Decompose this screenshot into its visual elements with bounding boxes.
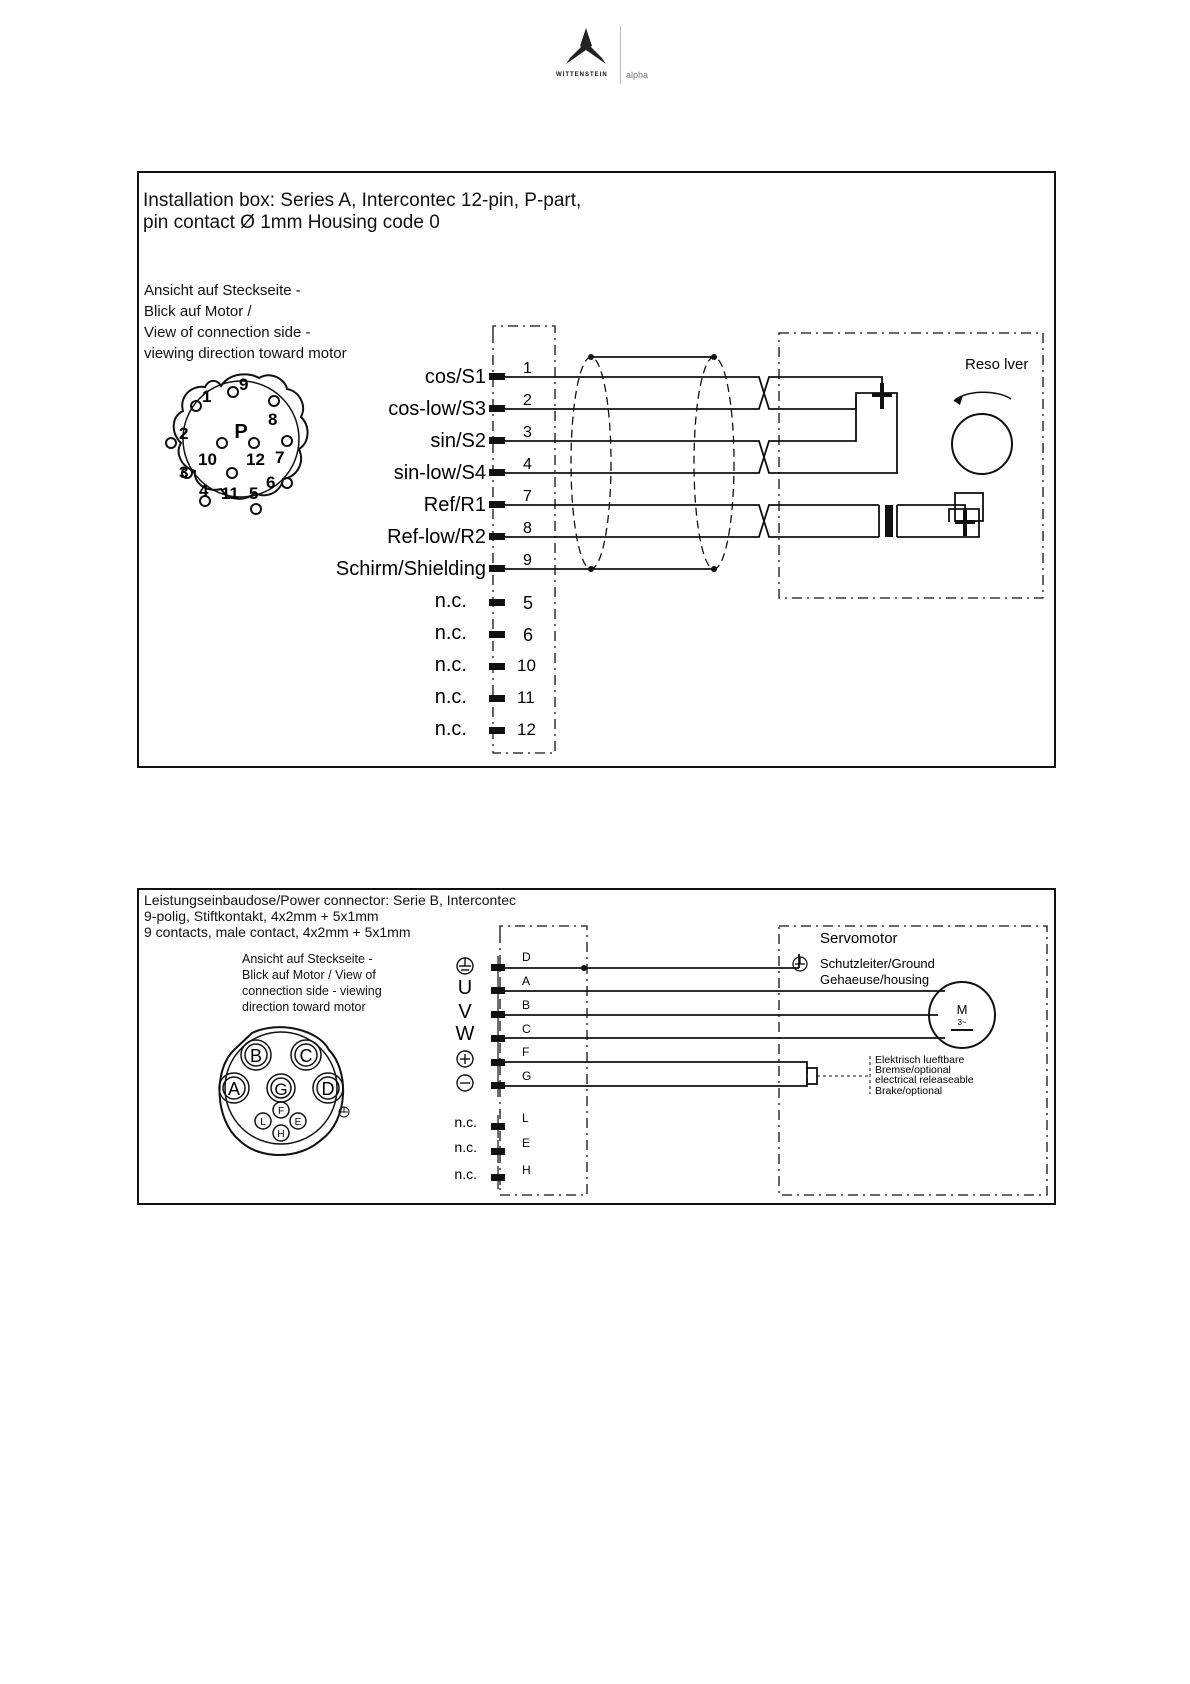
contact-letter: H [522,1163,531,1177]
resolver-wiring-panel [137,171,1056,768]
resolver-title-line: Installation box: Series A, Intercontec 12-pin, P-part, [143,190,582,211]
contact-letter: E [522,1136,531,1150]
phase-label: W [455,1023,475,1045]
contact-letter: G [522,1069,532,1083]
signal-label: Schirm/Shielding [335,558,486,580]
logo-brand-text: WITTENSTEIN [556,72,608,78]
connector-pin-label: 6 [266,473,276,492]
housing-text: Gehaeuse/housing [820,972,930,987]
contact-label: D [321,1079,335,1099]
resolver-view-line: Blick auf Motor / [144,303,252,320]
nc-label: n.c. [454,1114,477,1130]
rotation-arrow-icon [954,392,1011,401]
phase-label: V [458,1001,472,1023]
connector-pin-label: 7 [275,448,285,467]
signal-label: n.c. [434,718,467,740]
signal-pin: 11 [517,688,535,707]
connector-ground-icon [339,1107,349,1117]
signal-label: n.c. [434,622,467,644]
signal-label: cos/S1 [424,366,486,388]
signal-label: n.c. [434,590,467,612]
signal-pin: 10 [517,656,536,675]
resolver-view-line: Ansicht auf Steckseite - [144,282,301,299]
contact-label: H [277,1129,285,1140]
brake-line: Brake/optional [875,1085,943,1097]
contact-letter: A [522,974,531,988]
resolver-view-line: View of connection side - [144,324,311,341]
contact-label: B [249,1046,263,1066]
signal-label: n.c. [434,686,467,708]
signal-pin: 12 [517,720,536,739]
brake-line: Bremse/optional [875,1064,951,1076]
servomotor-label: Servomotor [820,930,898,947]
power-title-line: Leistungseinbaudose/Power connector: Serie B, Intercontec [144,892,517,908]
wittenstein-triple-blade-logo-icon [556,24,616,70]
contact-label: L [260,1117,266,1128]
nc-label: n.c. [454,1139,477,1155]
signal-pin: 6 [523,625,534,645]
ground-text: Schutzleiter/Ground [820,956,935,971]
contact-letter: B [522,998,531,1012]
resolver-rotor-icon [952,414,1012,474]
contact-label: C [299,1046,313,1066]
connector-pin-label: 11 [221,484,239,503]
signal-label: n.c. [434,654,467,676]
contact-letter: F [522,1045,530,1059]
contact-letter: C [522,1022,531,1036]
resolver-device-label: Reso lver [965,356,1029,373]
minus-circle-icon [457,1075,473,1091]
connector-pin-label: 5 [249,484,259,503]
signal-pin: 3 [523,424,532,441]
signal-pin: 7 [523,488,532,505]
connector-pin-label: 9 [239,375,249,394]
logo-divider [620,26,621,84]
signal-label: sin/S2 [430,430,486,452]
connector-pin-label: 1 [202,387,212,406]
signal-label: cos-low/S3 [388,398,486,420]
contact-label: G [274,1080,288,1099]
power-view-line: Ansicht auf Steckseite - [242,952,373,966]
company-logo [556,24,666,84]
resolver-signal-rows [336,360,536,740]
motor-ground-icon [793,957,807,971]
contact-label: E [294,1117,302,1128]
signal-pin: 5 [523,593,534,613]
signal-pin: 1 [523,360,532,377]
power-wiring-panel [137,888,1056,1205]
contact-label: A [227,1079,241,1099]
connector-pin-label: 12 [246,450,265,469]
signal-pin: 9 [523,552,532,569]
signal-pin: 2 [523,392,532,409]
resolver-wires [505,357,897,569]
contact-label: F [277,1106,285,1117]
signal-pin: 8 [523,520,532,537]
resolver-title-line: pin contact Ø 1mm Housing code 0 [143,212,440,233]
phase-label: U [457,977,473,999]
power-title-line: 9 contacts, male contact, 4x2mm + 5x1mm [144,924,411,940]
resolver-connector-face [166,374,308,514]
plus-circle-icon [457,1051,473,1067]
connector-pin-label: 4 [199,481,209,500]
power-view-line: connection side - viewing [242,984,382,998]
logo-sub-text: alpha [626,70,649,80]
signal-label: Ref-low/R2 [387,526,486,548]
ground-icon [457,958,473,974]
resolver-view-line: viewing direction toward motor [144,345,347,362]
signal-label: Ref/R1 [423,494,486,516]
connector-pin-label: 8 [268,410,278,429]
power-view-line: direction toward motor [242,1000,366,1014]
contact-letter: D [522,950,531,964]
brake-line: Elektrisch lueftbare [875,1054,965,1066]
connector-pin-label: 2 [179,424,189,443]
connector-pin-label: 3 [179,463,189,482]
power-title-line: 9-polig, Stiftkontakt, 4x2mm + 5x1mm [144,908,379,924]
resolver-wiring-diagram [139,173,1054,766]
nc-label: n.c. [454,1166,477,1182]
signal-pin: 4 [523,456,532,473]
signal-label: sin-low/S4 [393,462,486,484]
power-wiring-diagram [139,890,1054,1203]
brake-line: electrical releaseable [875,1074,974,1086]
connector-pin-label: 10 [198,450,217,469]
connector-center-label: P [234,421,248,443]
motor-sub-label: 3~ [957,1018,967,1027]
power-view-line: Blick auf Motor / View of [242,968,376,982]
contact-letter: L [522,1111,529,1125]
motor-label: M [956,1002,968,1017]
